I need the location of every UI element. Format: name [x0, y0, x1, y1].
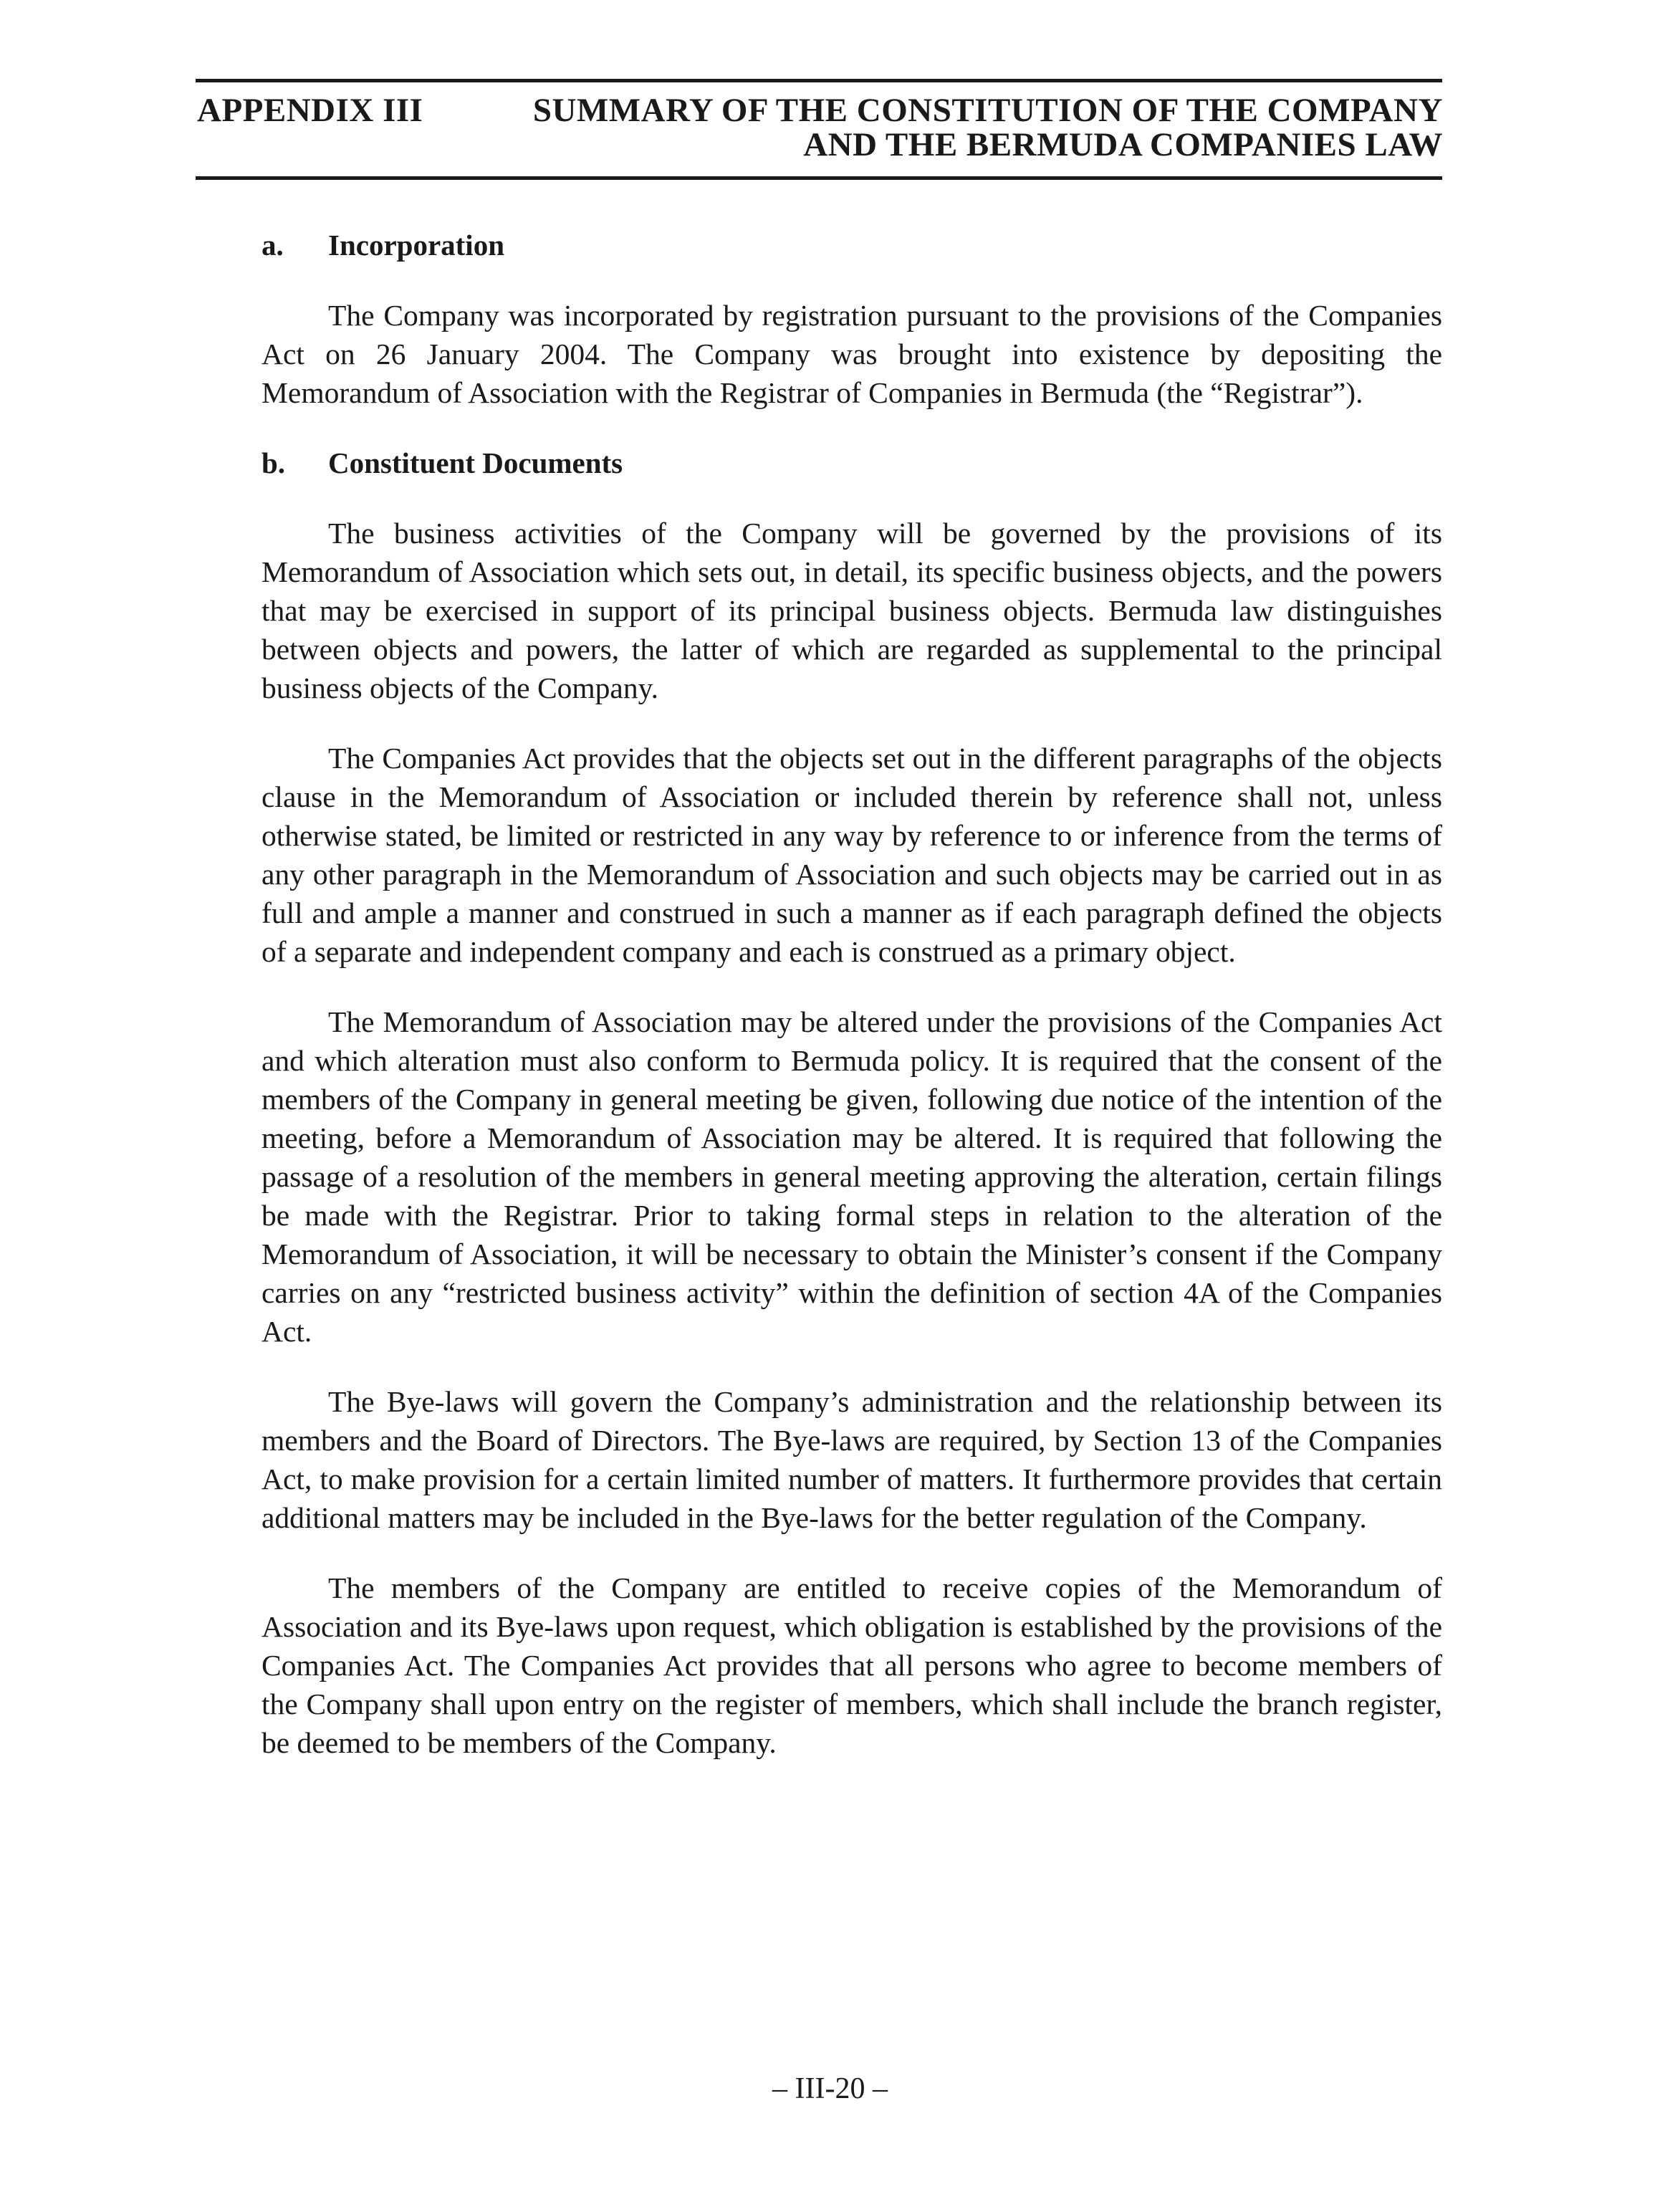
paragraph: The Memorandum of Association may be altered under the provisions of the Companies Act and which alteration must also conform to Bermuda policy. It is required that the consent of the members of the Company in general meeting be given, following due notice of the intention of the meeting, before a Memorandum of Association may be altered. It is required that following the passage of a resolution of the members in general meeting approving the alteration, certain filings be made with the Registrar. Prior to taking formal steps in relation to the alteration of the Memorandum of Association, it will be necessary to obtain the Minister’s consent if the Company carries on any “restricted business activity” within the definition of section 4A of the Companies Act.	[262, 1005, 1442, 1348]
appendix-label: APPENDIX III	[197, 92, 423, 129]
header-bottom-rule	[196, 176, 1442, 180]
appendix-title-line-2: AND THE BERMUDA COMPANIES LAW	[803, 126, 1443, 163]
section-heading-incorporation	[262, 226, 1442, 264]
section-letter: a.	[262, 229, 284, 262]
paragraph: The Bye-laws will govern the Company’s administration and the relationship between its members and the Board of Directors. The Bye-laws are required, by Section 13 of the Companies Act, to make provision for a certain limited number of matters. It furthermore provides that certain additional matters may be included in the Bye-laws for the better regulation of the Company.	[262, 1385, 1442, 1534]
paragraph: The business activities of the Company will be governed by the provisions of its Memorandum of Association which sets out, in detail, its specific business objects, and the powers that may be exercised in support of its principal business objects. Bermuda law distinguishes between objects and powers, the latter of which are regarded as supplemental to the principal business objects of the Company.	[262, 517, 1442, 704]
appendix-title-line-1: SUMMARY OF THE CONSTITUTION OF THE COMPANY	[532, 92, 1443, 129]
section-title: Incorporation	[328, 229, 504, 262]
section-letter: b.	[262, 446, 286, 479]
paragraph: The members of the Company are entitled to receive copies of the Memorandum of Association and its Bye-laws upon request, which obligation is established by the provisions of the Companies Act. The Companies Act provides that all persons who agree to become members of the Company shall upon entry on the register of members, which shall include the branch register, be deemed to be members of the Company.	[262, 1571, 1442, 1759]
section-heading-constituent-documents	[262, 444, 1442, 482]
header-top-rule	[196, 79, 1442, 82]
section-title: Constituent Documents	[328, 446, 623, 479]
appendix-title	[533, 93, 1443, 162]
paragraph: The Companies Act provides that the objects set out in the different paragraphs of the objects clause in the Memorandum of Association or included therein by reference shall not, unless otherwise stated, be limited or restricted in any way by reference to or inference from the terms of any other paragraph in the Memorandum of Association and such objects may be carried out in as full and ample a manner and construed in such a manner as if each paragraph defined the objects of a separate and independent company and each is construed as a primary object.	[262, 742, 1442, 968]
paragraph: The Company was incorporated by registration pursuant to the provisions of the Companies Act on 26 January 2004. The Company was brought into existence by depositing the Memorandum of Association with the Registrar of Companies in Bermuda (the “Registrar”).	[262, 299, 1442, 409]
document-body	[262, 226, 1442, 1762]
page-number: – III-20 –	[772, 2072, 888, 2105]
